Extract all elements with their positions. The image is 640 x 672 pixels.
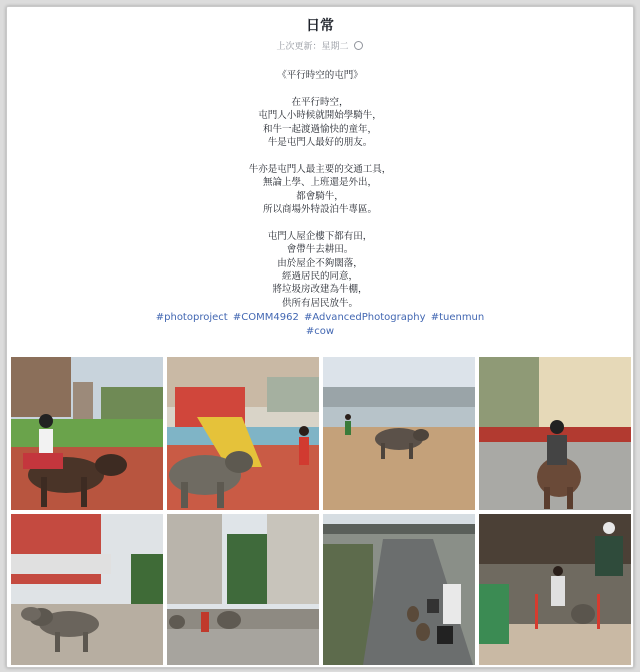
description-paragraph [7, 230, 633, 310]
photo-grid [11, 357, 631, 665]
album-description [7, 69, 633, 324]
description-paragraph [7, 163, 633, 217]
photo-child-riding-cow-estate[interactable] [479, 357, 631, 510]
album-title: 日常 [306, 18, 334, 34]
description-line: 供所有居民放牛。 [281, 297, 358, 309]
hashtag-link[interactable]: #COMM4962 [232, 312, 299, 323]
hashtag-link[interactable]: #cow [305, 326, 335, 337]
description-line: 牛亦是屯門人最主要的交通工具， [248, 163, 392, 175]
hashtag-link[interactable]: #AdvancedPhotography [304, 312, 426, 323]
description-paragraph [7, 96, 633, 150]
hashtag-link[interactable]: #photoproject [155, 312, 228, 323]
description-line: 所以商場外特設泊牛專區。 [262, 204, 377, 216]
album-meta [7, 39, 633, 52]
description-line: 無論上學、上班還是外出， [262, 177, 377, 189]
photo-cows-plaza[interactable] [11, 514, 163, 665]
description-line: 在平行時空， [291, 96, 349, 108]
description-line: 由於屋企不夠闊落， [277, 257, 363, 269]
hashtag-link[interactable]: #tuenmun [430, 312, 485, 323]
description-line: 都會騎牛， [296, 190, 344, 202]
description-line: 會帶牛去耕田。 [286, 244, 354, 256]
photo-child-riding-cow-field[interactable] [11, 357, 163, 510]
hashtags [7, 311, 633, 339]
description-line: 屯門人屋企樓下都有田， [267, 230, 373, 242]
photo-estate-courtyard-cows[interactable] [167, 514, 319, 665]
photo-street-cows-traffic[interactable] [323, 514, 475, 665]
description-line: 屯門人小時候就開始學騎牛， [258, 110, 382, 122]
description-line: 和牛一起渡過愉快的童年， [262, 123, 377, 135]
description-heading: 《平行時空的屯門》 [277, 70, 363, 81]
photo-beach-cow[interactable] [323, 357, 475, 510]
description-line: 經過居民的同意， [281, 271, 358, 283]
description-line: 將垃圾房改建為牛棚， [272, 284, 368, 296]
photo-playground-slide-cow[interactable] [167, 357, 319, 510]
last-updated: 上次更新：星期二 [276, 42, 349, 52]
description-line: 牛是屯門人最好的朋友。 [267, 137, 373, 149]
photo-cow-station-platform[interactable] [479, 514, 631, 665]
album-card [6, 6, 634, 668]
globe-icon[interactable] [354, 41, 363, 50]
